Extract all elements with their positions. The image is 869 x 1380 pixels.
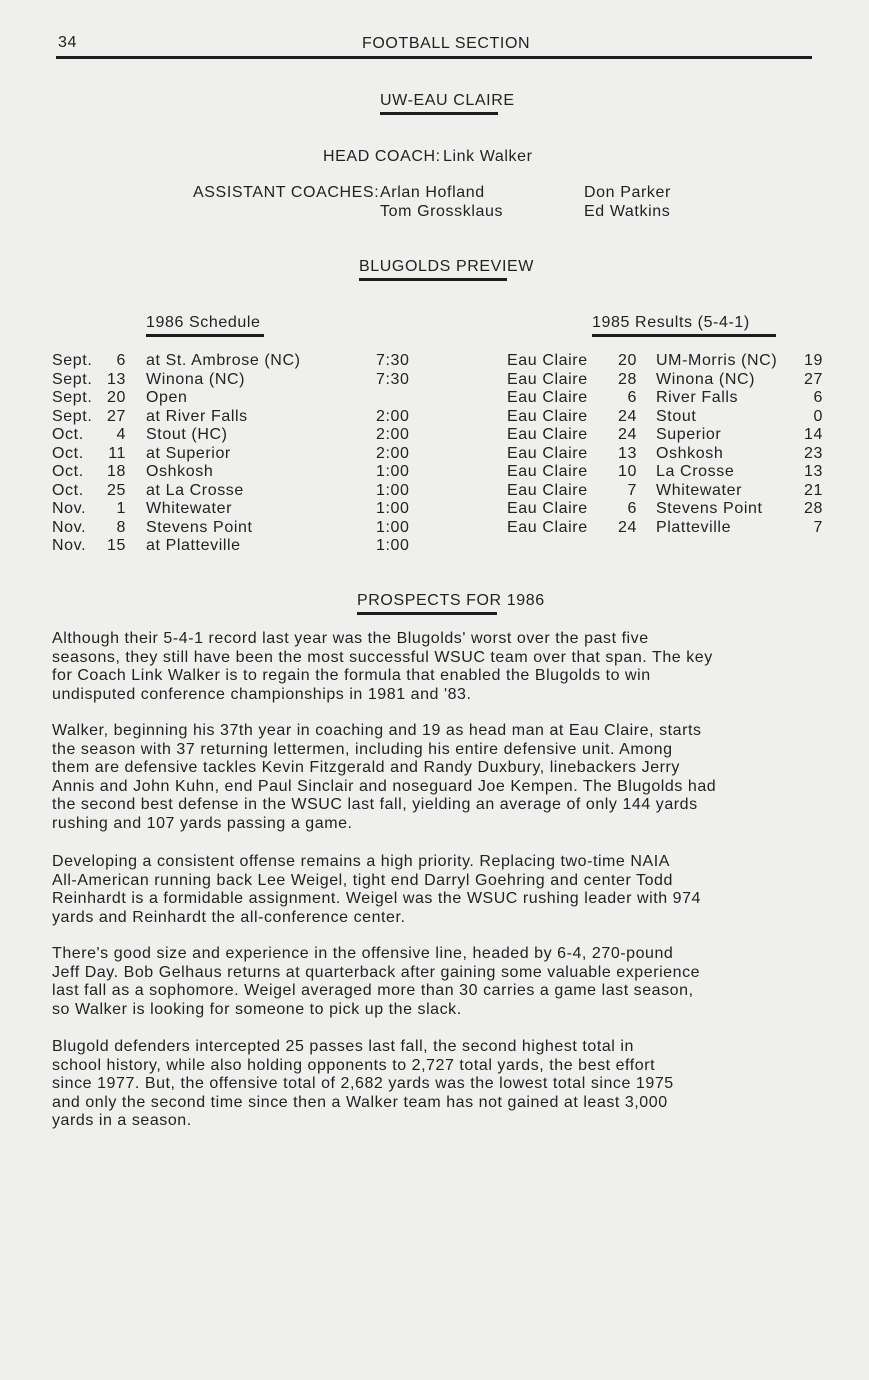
schedule-opponent: at Superior [146, 444, 231, 462]
results-title: 1985 Results (5-4-1) [592, 314, 750, 331]
result-score: 13 [618, 444, 637, 462]
schedule-day: 20 [107, 389, 126, 406]
assistant-coach: Arlan Hofland [380, 184, 485, 201]
result-score: 24 [618, 407, 637, 425]
results-title-underline [592, 334, 776, 337]
result-team: Eau Claire [507, 426, 588, 443]
schedule-time [376, 389, 416, 408]
result-team: Eau Claire [507, 518, 588, 536]
schedule-day: 13 [107, 370, 126, 388]
result-team: Eau Claire [507, 407, 588, 425]
result-opp-score: 27 [804, 370, 823, 388]
schedule-opponent: Stevens Point [146, 518, 253, 536]
prospects-paragraph: Developing a consistent offense remains a high priority. Replacing two-time NAIA All-American running back Lee Weigel, tight end Darryl Goehring and center Todd Reinhardt is a formidable assignment. Weigel was the WSUC rushing leader with 974 yards and Reinhardt the all-conference center. [52, 853, 701, 926]
schedule-month: Nov. [52, 518, 87, 536]
result-opp-score: 28 [804, 500, 823, 517]
section-title: FOOTBALL SECTION [362, 35, 531, 52]
result-opponent: La Crosse [656, 463, 735, 480]
team-name: UW-EAU CLAIRE [380, 92, 515, 109]
schedule-time: 7:30 [376, 352, 410, 369]
schedule-day: 11 [108, 444, 126, 462]
schedule-time: 7:30 [376, 370, 410, 388]
schedule-day: 25 [107, 481, 126, 499]
schedule-opponent: Winona (NC) [146, 370, 246, 388]
schedule-month: Sept. [52, 370, 93, 388]
schedule-day: 15 [107, 537, 126, 554]
page-number: 34 [58, 34, 77, 51]
schedule-opponent: at St. Ambrose (NC) [146, 352, 301, 369]
prospects-paragraph: Blugold defenders intercepted 25 passes last fall, the second highest total in school history, while also holding opponents to 2,727 total yards, the best effort since 1977. But, the offensive total of 2,682 yards was the lowest total since 1975 and only the second time since then a Walker team has not gained at least 3,000 yards in a season. [52, 1038, 674, 1129]
result-opp-score: 7 [813, 518, 823, 536]
schedule-opponent: at River Falls [146, 407, 248, 425]
header-rule [56, 56, 812, 59]
schedule-day: 1 [116, 500, 126, 517]
result-opp-score: 0 [813, 407, 823, 425]
result-score: 24 [618, 426, 637, 443]
result-opp-score: 23 [804, 444, 823, 462]
prospects-title: PROSPECTS FOR 1986 [357, 592, 545, 609]
schedule-month: Sept. [52, 352, 93, 369]
result-opponent: Whitewater [656, 481, 743, 499]
result-team: Eau Claire [507, 444, 588, 462]
schedule-time: 2:00 [376, 444, 410, 462]
result-team: Eau Claire [507, 463, 588, 480]
schedule-opponent: Open [146, 389, 188, 406]
schedule-time: 1:00 [376, 463, 410, 480]
result-team: Eau Claire [507, 500, 588, 517]
schedule-month: Oct. [52, 463, 84, 480]
schedule-month: Oct. [52, 444, 84, 462]
result-team: Eau Claire [507, 389, 588, 406]
prospects-title-underline [357, 612, 497, 615]
schedule-time: 1:00 [376, 481, 410, 499]
schedule-day: 8 [116, 518, 126, 536]
schedule-day: 27 [107, 407, 126, 425]
result-opponent: Winona (NC) [656, 370, 756, 388]
result-score: 24 [618, 518, 637, 536]
assistant-coach: Tom Grossklaus [380, 203, 504, 220]
result-opp-score: 14 [804, 426, 823, 443]
schedule-opponent: Oshkosh [146, 463, 214, 480]
preview-title-underline [359, 278, 507, 281]
result-opp-score: 13 [804, 463, 823, 480]
head-coach-name: Link Walker [443, 148, 533, 165]
assistant-coaches-label: ASSISTANT COACHES: [193, 184, 380, 201]
result-opp-score: 19 [804, 352, 823, 369]
result-opponent: Oshkosh [656, 444, 724, 462]
result-opponent: Superior [656, 426, 722, 443]
schedule-time: 1:00 [376, 500, 410, 517]
schedule-month: Sept. [52, 407, 93, 425]
result-score: 20 [618, 352, 637, 369]
schedule-opponent: at La Crosse [146, 481, 244, 499]
result-opponent: Stevens Point [656, 500, 763, 517]
prospects-paragraph: Walker, beginning his 37th year in coaching and 19 as head man at Eau Claire, starts the season with 37 returning lettermen, including his entire defensive unit. Among them are defensive tackles Kevin Fitzgerald and Randy Duxbury, linebackers Jerry Annis and John Kuhn, end Paul Sinclair and noseguard Joe Kempen. The Blugolds had the second best defense in the WSUC last fall, yielding an average of only 144 yards rushing and 107 yards passing a game. [52, 722, 717, 832]
schedule-title-underline [146, 334, 264, 337]
schedule-month: Nov. [52, 537, 87, 554]
result-score: 7 [627, 481, 637, 499]
schedule-time: 1:00 [376, 537, 410, 554]
result-score: 6 [627, 389, 637, 406]
schedule-opponent: at Platteville [146, 537, 241, 554]
schedule-month: Sept. [52, 389, 93, 406]
schedule-month: Nov. [52, 500, 87, 517]
prospects-paragraph: There's good size and experience in the offensive line, headed by 6-4, 270-pound Jeff Day. Bob Gelhaus returns at quarterback after gaining some valuable experience last fall as a sophomore. Weigel averaged more than 30 carries a game last season, so Walker is looking for someone to pick up the slack. [52, 945, 701, 1018]
schedule-time: 2:00 [376, 407, 410, 425]
head-coach-label: HEAD COACH: [323, 148, 441, 165]
schedule-opponent: Stout (HC) [146, 426, 228, 443]
schedule-opponent: Whitewater [146, 500, 233, 517]
assistant-coach: Ed Watkins [584, 203, 671, 220]
result-opponent: Platteville [656, 518, 732, 536]
result-score: 6 [627, 500, 637, 517]
result-opponent: UM-Morris (NC) [656, 352, 778, 369]
schedule-title: 1986 Schedule [146, 314, 261, 331]
preview-title: BLUGOLDS PREVIEW [359, 258, 534, 275]
team-name-underline [380, 112, 498, 115]
result-opponent: River Falls [656, 389, 739, 406]
result-score: 28 [618, 370, 637, 388]
assistant-coach: Don Parker [584, 184, 671, 201]
result-opp-score: 21 [804, 481, 823, 499]
schedule-day: 18 [107, 463, 126, 480]
schedule-month: Oct. [52, 426, 84, 443]
result-opponent: Stout [656, 407, 697, 425]
prospects-paragraph: Although their 5-4-1 record last year was the Blugolds' worst over the past five seasons, they still have been the most successful WSUC team over that span. The key for Coach Link Walker is to regain the formula that enabled the Blugolds to win undisputed conference championships in 1981 and '83. [52, 630, 713, 703]
schedule-month: Oct. [52, 481, 84, 499]
schedule-day: 6 [116, 352, 126, 369]
schedule-time: 1:00 [376, 518, 410, 536]
schedule-time: 2:00 [376, 426, 410, 443]
result-team: Eau Claire [507, 370, 588, 388]
result-team: Eau Claire [507, 352, 588, 369]
result-opp-score: 6 [813, 389, 823, 406]
result-score: 10 [618, 463, 637, 480]
result-team: Eau Claire [507, 481, 588, 499]
schedule-day: 4 [116, 426, 126, 443]
